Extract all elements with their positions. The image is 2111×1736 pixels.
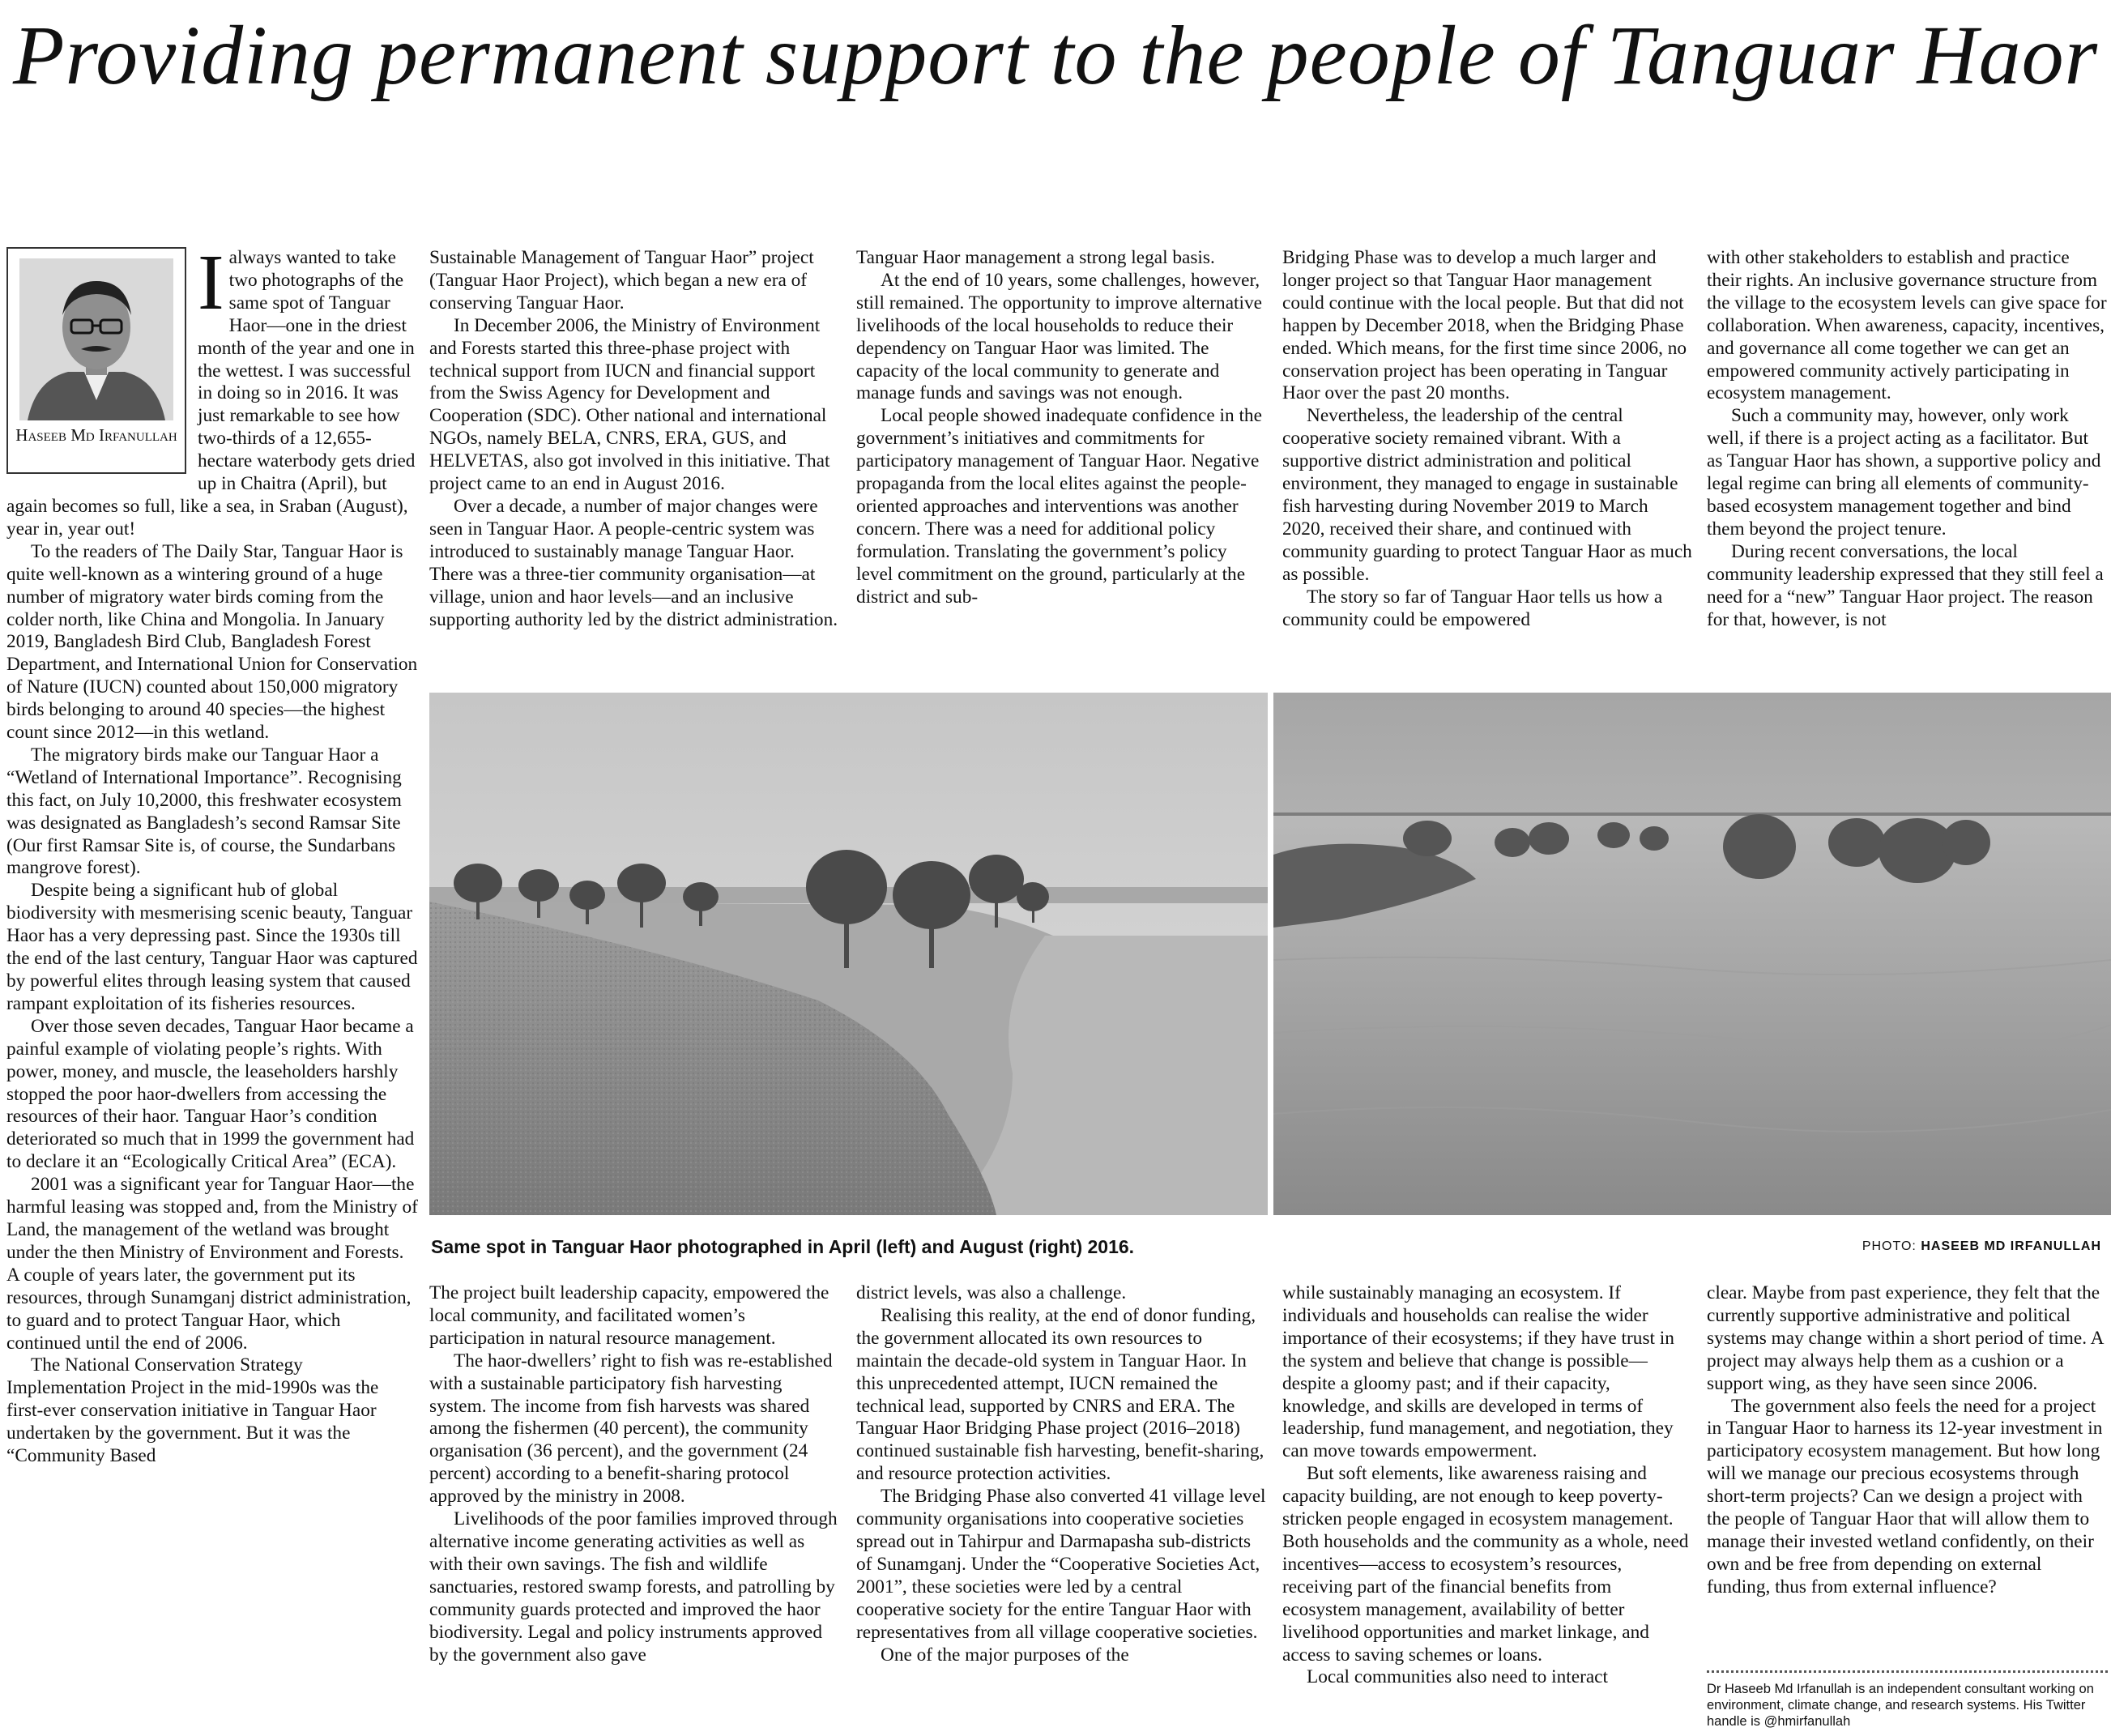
paragraph: Realising this reality, at the end of donor funding, the government allocated its own resources to maintain the decade-old system in Tanguar Haor. In this unprecedented attempt, IUCN remained the technical lead, supported by CNRS and ERA. The Tanguar Haor Bridging Phase project (2016–2018) continued sustainable fish harvesting, benefit-sharing, and resource protection activities. xyxy=(856,1304,1264,1485)
paragraph: Bridging Phase was to develop a much larger and longer project so that Tanguar Haor management could continue with the local people. But that did not happen by December 2018, when the Bridging Phase ended. Which means, for the first time since 2006, no conservation project has been operating in Tanguar Haor over the past 20 months. xyxy=(1282,247,1687,404)
article-column-3-top xyxy=(856,247,1268,685)
drop-cap: I xyxy=(198,247,224,326)
article-column-3-bottom xyxy=(856,1282,1268,1731)
paragraph: The government also feels the need for a project in Tanguar Haor to harness its 12-year investment in participatory ecosystem management. But how long will we manage our precious ecosystems through short-term projects? Can we design a project with the people of Tanguar Haor that will allow them to manage their invested wetland confidently, on their own and be free from depending on external funding, thus from external influence? xyxy=(1707,1395,2103,1597)
paragraph: Sustainable Management of Tanguar Haor” project (Tanguar Haor Project), which began a new era of conserving Tanguar Haor. xyxy=(429,247,814,314)
paragraph: At the end of 10 years, some challenges, however, still remained. The opportunity to improve alternative livelihoods of the local households to reduce their dependency on Tanguar Haor was limited. The capacity of the local community to generate and manage funds and savings was not enough. xyxy=(856,269,1262,404)
paragraph: Nevertheless, the leadership of the central cooperative society remained vibrant. With a supportive district administration and political environment, they managed to engage in sustainable fish harvesting during November 2019 to March 2020, received their share, and continued with community guarding to protect Tanguar Haor as much as possible. xyxy=(1282,405,1692,585)
photo-august-wet xyxy=(1273,693,2111,1215)
paragraph: Tanguar Haor management a strong legal basis. xyxy=(856,247,1215,268)
paragraph: with other stakeholders to establish and practice their rights. An inclusive governance structure from the village to the ecosystem levels can give space for collaboration. When awareness, capacity, incentives, and governance all come together we can get an empowered community actively participating in ecosystem management. xyxy=(1707,247,2107,404)
paragraph: To the readers of The Daily Star, Tanguar Haor is quite well-known as a wintering ground of a huge number of migratory water birds coming from the colder north, like China and Mongolia. In January 2019, Bangladesh Bird Club, Bangladesh Forest Department, and International Union for Conservation of Nature (IUCN) counted about 150,000 migratory birds belonging to around 40 species—the highest count since 2012—in this wetland. xyxy=(6,540,418,744)
paragraph: Such a community may, however, only work well, if there is a project acting as a facilitator. But as Tanguar Haor has shown, a supportive policy and legal regime can bring all elements of community-based ecosystem management together and bind them beyond the project tenure. xyxy=(1707,405,2101,540)
paragraph: The migratory birds make our Tanguar Haor a “Wetland of International Importance”. Recognising this fact, on July 10,2000, this freshwater ecosystem was designated as Bangladesh’s second Ramsar Site (Our first Ramsar Site is, of course, the Sundarbans mangrove forest). xyxy=(6,744,402,879)
author-name: Haseeb Md Irfanullah xyxy=(15,425,177,445)
paragraph: The Bridging Phase also converted 41 village level community organisations into cooperative societies spread out in Tahirpur and Darmapasha sub-districts of Sunamganj. Under the “Cooperative Societies Act, 2001”, these societies were led by a central cooperative society for the entire Tanguar Haor with representatives from all village cooperative societies. xyxy=(856,1486,1266,1643)
paragraph: 2001 was a significant year for Tanguar Haor—the harmful leasing was stopped and, from the Ministry of Land, the management of the wetland was brought under the then Ministry of Environment and Forests. A couple of years later, the government put its resources, through Sunamganj district administration, to guard and to protect Tanguar Haor, which continued until the end of 2006. xyxy=(6,1174,418,1354)
article-column-5-bottom xyxy=(1707,1282,2108,1663)
photo-april-dry xyxy=(429,693,1268,1215)
author-bio: Dr Haseeb Md Irfanullah is an independent consultant working on environment, climate change, and research systems. His Twitter handle is @hmirfanullah xyxy=(1707,1670,2108,1730)
photo-credit-name: HASEEB MD IRFANULLAH xyxy=(1921,1239,2101,1253)
article-column-5-top xyxy=(1707,247,2108,685)
paragraph: Local people showed inadequate confidence in the government’s initiatives and commitments for participatory management of Tanguar Haor. Negative propaganda from the local elites against the people-oriented approaches and interventions was another concern. There was a need for additional policy formulation. Translating the government’s policy level commitment on the ground, particularly at the district and sub- xyxy=(856,405,1262,608)
article-column-2-bottom xyxy=(429,1282,841,1731)
paragraph: while sustainably managing an ecosystem. If individuals and households can realise the wider importance of their ecosystems; if they have trust in the system and believe that change is possible—despite a gloomy past; and if their capacity, knowledge, and skills are developed in terms of leadership, fund management, and negotiation, they can move towards empowerment. xyxy=(1282,1282,1674,1462)
article-column-4-bottom xyxy=(1282,1282,1694,1731)
paragraph: district levels, was also a challenge. xyxy=(856,1282,1127,1303)
paragraph: But soft elements, like awareness raising and capacity building, are not enough to keep poverty-stricken people engaged in ecosystem management. Both households and the community as a whole, need incentives—access to ecosystem’s resources, receiving part of the financial benefits from ecosystem management, availability of better livelihood opportunities and market linkage, and access to saving schemes or loans. xyxy=(1282,1463,1689,1666)
paragraph: The story so far of Tanguar Haor tells us how a community could be empowered xyxy=(1282,586,1663,630)
paragraph: Despite being a significant hub of global biodiversity with mesmerising scenic beauty, Tanguar Haor has a very depressing past. Since the 1930s till the end of the last century, Tanguar Haor was captured by powerful elites through leasing system that caused rampant exploitation of its fisheries resources. xyxy=(6,880,418,1014)
paragraph: One of the major purposes of the xyxy=(881,1644,1129,1666)
photo-caption: Same spot in Tanguar Haor photographed in April (left) and August (right) 2016. xyxy=(431,1236,1135,1257)
paragraph: Local communities also need to interact xyxy=(1307,1666,1608,1688)
paragraph: In December 2006, the Ministry of Environment and Forests started this three-phase project with technical support from IUCN and financial support from the Swiss Agency for Development and Cooperation (SDC). Other national and international NGOs, namely BELA, CNRS, ERA, GUS, and HELVETAS, also got involved in this initiative. That project came to an end in August 2016. xyxy=(429,314,830,495)
headline: Providing permanent support to the people of Tanguar Haor xyxy=(12,9,2099,102)
article-column-4-top xyxy=(1282,247,1694,685)
paragraph: Livelihoods of the poor families improved through alternative income generating activities as well as with their own savings. The fish and wildlife sanctuaries, restored swamp forests, and patrolling by community guards protected and improved the haor biodiversity. Legal and policy instruments approved by the government also gave xyxy=(429,1508,838,1666)
paragraph: The haor-dwellers’ right to fish was re-established with a sustainable participatory fish harvesting system. The income from fish harvests was shared among the fishermen (40 percent), the community organisation (36 percent), and the government (24 percent) according to a benefit-sharing protocol approved by the ministry in 2008. xyxy=(429,1350,833,1508)
paragraph: The project built leadership capacity, empowered the local community, and facilitated women’s participation in natural resource management. xyxy=(429,1282,829,1349)
photo-credit-label: PHOTO: xyxy=(1862,1239,1917,1253)
paragraph: The National Conservation Strategy Implementation Project in the mid-1990s was the first-ever conservation initiative in Tanguar Haor undertaken by the government. But it was the “Community Based xyxy=(6,1354,379,1467)
author-portrait xyxy=(19,258,173,420)
paragraph: Over those seven decades, Tanguar Haor became a painful example of violating people’s rights. With power, money, and muscle, the leaseholders harshly stopped the poor haor-dwellers from accessing the resources of their haor. Tanguar Haor’s condition deteriorated so much that in 1999 the government had to declare it an “Ecologically Critical Area” (ECA). xyxy=(6,1015,415,1173)
paragraph: clear. Maybe from past experience, they felt that the currently supportive administrative and political systems may change within a short period of time. A project may always help them as a cushion or a support wing, as they have seen since 2006. xyxy=(1707,1282,2104,1394)
photo-credit xyxy=(1862,1239,2101,1254)
article-column-2-top xyxy=(429,247,841,685)
article-column-1 xyxy=(6,247,418,1731)
paragraph: During recent conversations, the local community leadership expressed that they still feel a need for a “new” Tanguar Haor project. The reason for that, however, is not xyxy=(1707,540,2104,630)
paragraph-text: always wanted to take two photographs of the same spot of Tanguar Haor—one in the driest month of the year and one in the wettest. I was successful in doing so in 2016. It was just remarkable to see how two-thirds of a 12,655-hectare waterbody gets dried up in Chaitra (April), but again becomes so full, like a sea, in Sraban (August), year in, year out! xyxy=(6,247,416,540)
author-box xyxy=(6,247,186,474)
paragraph: Over a decade, a number of major changes were seen in Tanguar Haor. A people-centric system was introduced to sustainably manage Tanguar Haor. There was a three-tier community organisation—at village, union and haor levels—and an inclusive supporting authority led by the district administration. xyxy=(429,495,838,630)
